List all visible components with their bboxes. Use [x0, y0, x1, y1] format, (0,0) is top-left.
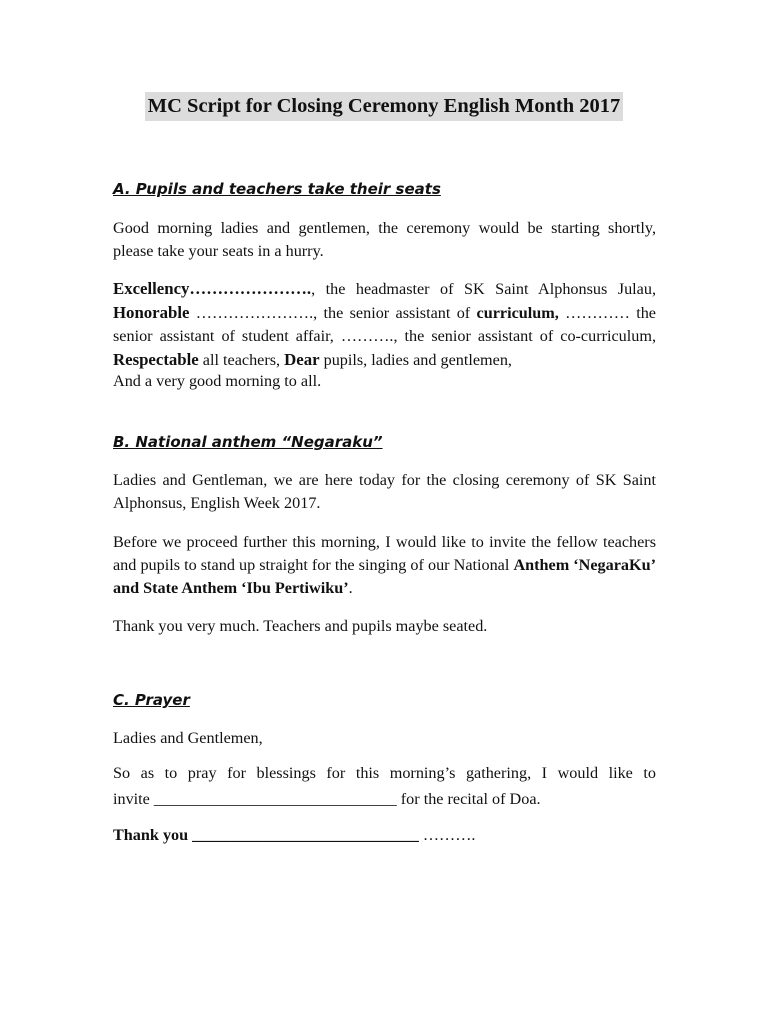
curriculum-label: curriculum,	[476, 304, 559, 322]
text-span: , the headmaster of SK Saint Alphonsus Julau,	[311, 280, 656, 298]
anthem-names: Anthem ‘NegaraKu’ and State Anthem ‘Ibu Pertiwiku’	[113, 556, 656, 597]
text-span: pupils, ladies and gentlemen,	[319, 351, 512, 369]
honorable-label: Honorable	[113, 303, 190, 322]
section-b-heading: B. National anthem “Negaraku”	[113, 433, 383, 451]
section-a-paragraph-3: And a very good morning to all.	[113, 372, 322, 390]
document-title: MC Script for Closing Ceremony English Month 2017	[145, 92, 623, 121]
section-a-paragraph-1: Good morning ladies and gentlemen, the ceremony would be starting shortly, please take your seats in a hurry.	[113, 219, 656, 260]
text-span: ……….	[418, 826, 476, 844]
section-a-heading: A. Pupils and teachers take their seats	[113, 180, 441, 198]
section-c-paragraph-1: Ladies and Gentlemen,	[113, 729, 263, 747]
text-span: .	[348, 579, 353, 597]
text-span: …………………., the senior assistant of	[189, 304, 477, 322]
thank-you-line: Thank you ____________________________	[113, 826, 419, 844]
text-span: ………… the senior assistant of student affair, ………., the senior assistant of co-curriculum,	[113, 304, 656, 345]
respectable-label: Respectable	[113, 350, 199, 369]
text-span: all teachers,	[198, 351, 285, 369]
section-b-paragraph-3: Thank you very much. Teachers and pupils maybe seated.	[113, 617, 488, 635]
section-c-heading: C. Prayer	[113, 691, 190, 709]
section-b-paragraph-2	[113, 531, 656, 600]
dear-label: Dear	[284, 350, 320, 369]
section-b-paragraph-1: Ladies and Gentleman, we are here today for the closing ceremony of SK Saint Alphonsus, English Week 2017.	[113, 471, 656, 512]
section-a-paragraph-2	[113, 277, 656, 372]
section-c-paragraph-3	[113, 824, 656, 847]
section-c-paragraph-2-line-2: invite ______________________________ for the recital of Doa.	[113, 790, 541, 808]
title-container	[0, 92, 768, 121]
text-span: Before we proceed further this morning, I would like to invite the fellow teachers and pupils to stand up straight for the singing of our National	[113, 533, 656, 574]
excellency-label: Excellency………………….	[113, 279, 312, 298]
section-c-paragraph-2-line-1: So as to pray for blessings for this morning’s gathering, I would like to	[113, 764, 656, 782]
